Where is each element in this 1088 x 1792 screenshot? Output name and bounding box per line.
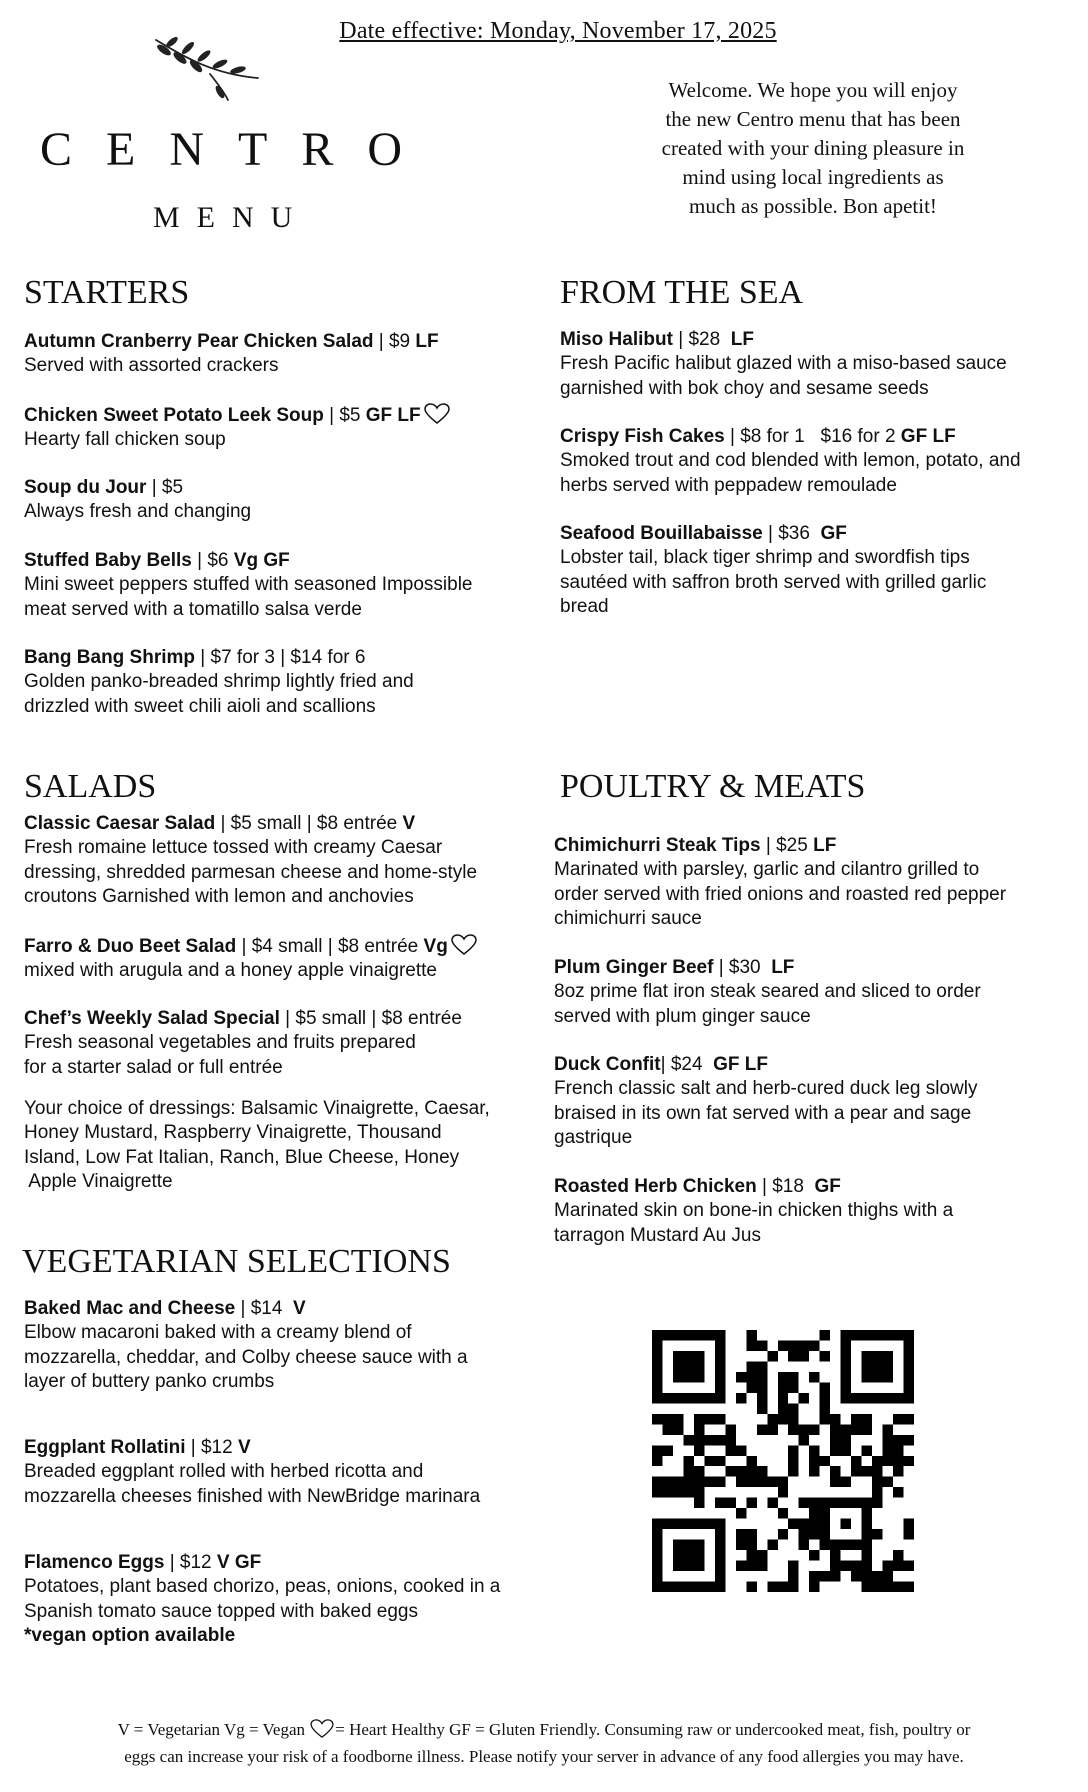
menu-item-name: Soup du Jour [24,477,147,498]
menu-item-header [24,646,544,670]
menu-item-price: | $12 [164,1552,217,1573]
menu-item-price: | $5 [323,405,366,426]
menu-item-name: Chimichurri Steak Tips [554,835,761,856]
section-title-vegetarian: VEGETARIAN SELECTIONS [22,1243,451,1280]
menu-item-name: Seafood Bouillabaisse [560,523,763,544]
menu-item-description: bread [560,595,609,617]
menu-item-price: | $12 [185,1437,238,1458]
menu-item [554,956,1074,1029]
menu-item-description: mozzarella, cheddar, and Colby cheese sauce with a [24,1346,468,1368]
menu-item-price: | $6 [191,550,234,571]
menu-item-description: Golden panko-breaded shrimp lightly fried and [24,671,414,693]
menu-item-description: croutons Garnished with lemon and anchovies [24,885,414,907]
menu-item [24,1007,544,1080]
brand-name: CENTRO [40,123,436,176]
dietary-tags: V [402,813,416,834]
menu-item-price: | $5 small | $8 entrée [215,813,403,834]
menu-item-description: braised in its own fat served with a pear and sage [554,1102,972,1124]
menu-item [24,934,544,984]
footer-line-2: eggs can increase your risk of a foodborne illness. Please notify your server in advance of any food allergies you may have. [124,1747,964,1766]
heart-icon [451,934,477,956]
disclaimer-text: = Heart Healthy GF = Gluten Friendly. Consuming raw or undercooked meat, fish, poultry or [335,1720,971,1739]
menu-item-name: Roasted Herb Chicken [554,1176,757,1197]
menu-item-header [24,934,544,959]
olive-branch-icon [150,34,260,104]
brand-subtitle: MENU [153,201,310,234]
menu-item-description: 8oz prime flat iron steak seared and sliced to order [554,981,981,1003]
dressing-line: Apple Vinaigrette [24,1170,173,1192]
menu-item [554,1175,1074,1248]
menu-item-header [24,1436,544,1460]
menu-item-name: Crispy Fish Cakes [560,426,725,447]
menu-item-description: Always fresh and changing [24,501,252,523]
menu-item [24,1551,544,1648]
menu-item-header [24,1007,544,1031]
menu-item-price: | $14 [235,1298,293,1319]
menu-item-price: | $28 [672,329,731,350]
menu-item-name: Plum Ginger Beef [554,957,714,978]
qr-code-icon[interactable] [652,1330,914,1592]
menu-item-price: | $4 small | $8 entrée [236,936,424,957]
dietary-tags: V [237,1437,251,1458]
dietary-tags: Vg [423,936,448,957]
menu-item-description: Fresh seasonal vegetables and fruits prepared [24,1032,416,1054]
welcome-line: created with your dining pleasure in [661,136,965,160]
menu-item [24,1297,544,1394]
welcome-message [618,76,1008,221]
menu-item-price: | $18 [756,1176,815,1197]
menu-item [554,834,1074,931]
menu-item-header [24,403,544,428]
menu-item-description: Marinated with parsley, garlic and cilantro grilled to [554,859,980,881]
menu-item-header [560,328,1080,352]
menu-item-name: Flamenco Eggs [24,1552,165,1573]
menu-item-description: tarragon Mustard Au Jus [554,1224,761,1246]
menu-item-header [24,1551,544,1575]
menu-item-description: gastrique [554,1126,633,1148]
dietary-tags: GF LF [365,405,421,426]
menu-item-description: Mini sweet peppers stuffed with seasoned Impossible [24,574,473,596]
menu-item [24,549,544,622]
menu-item-description: Potatoes, plant based chorizo, peas, onions, cooked in a [24,1576,501,1598]
section-title-salads: SALADS [24,768,157,805]
section-title-meats: POULTRY & MEATS [560,768,866,805]
menu-item-description: mixed with arugula and a honey apple vinaigrette [24,960,437,982]
menu-item-header [560,522,1080,546]
menu-item [560,425,1080,498]
menu-item-price: | $9 [373,331,416,352]
menu-item-description: drizzled with sweet chili aioli and scallions [24,695,376,717]
menu-item-name: Eggplant Rollatini [24,1437,186,1458]
menu-item-name: Autumn Cranberry Pear Chicken Salad [24,331,374,352]
dietary-tags: Vg GF [233,550,290,571]
menu-item-price: | $30 [713,957,772,978]
menu-item-header [24,812,544,836]
menu-item-header [554,834,1074,858]
dietary-tags: GF [820,523,847,544]
menu-item-description: Fresh romaine lettuce tossed with creamy Caesar [24,837,443,859]
date-effective: Date effective: Monday, November 17, 2025 [339,18,777,44]
menu-item-description: garnished with bok choy and sesame seeds [560,377,929,399]
menu-item-description: Hearty fall chicken soup [24,429,226,451]
section-title-starters: STARTERS [24,274,190,311]
menu-item-name: Chicken Sweet Potato Leek Soup [24,405,324,426]
welcome-line: Welcome. We hope you will enjoy [668,78,958,102]
menu-item [24,403,544,453]
menu-item-price: | $5 [146,477,184,498]
menu-item-description: herbs served with peppadew remoulade [560,474,897,496]
dressing-line: Your choice of dressings: Balsamic Vinaigrette, Caesar, [24,1098,490,1119]
dietary-tags: LF [771,957,795,978]
welcome-line: much as possible. Bon apetit! [689,194,937,218]
menu-item-description: served with plum ginger sauce [554,1005,811,1027]
menu-item-description: dressing, shredded parmesan cheese and home-style [24,861,478,883]
dietary-tags: GF LF [713,1054,768,1075]
menu-item-header [554,1175,1074,1199]
menu-item [24,812,544,909]
menu-item-header [554,956,1074,980]
legend-disclaimer [20,1716,1068,1770]
dietary-tags: V GF [216,1552,262,1573]
menu-item-description: Elbow macaroni baked with a creamy blend of [24,1322,412,1344]
dressing-line: Honey Mustard, Raspberry Vinaigrette, Thousand [24,1122,442,1144]
welcome-line: mind using local ingredients as [682,165,944,189]
menu-item-price: | $25 [760,835,814,856]
menu-item-description: mozzarella cheeses finished with NewBridge marinara [24,1485,481,1507]
dietary-tags: V [292,1298,306,1319]
menu-item-price: | $7 for 3 | $14 for 6 [195,647,366,668]
legend-text: V = Vegetarian Vg = Vegan [117,1720,310,1739]
menu-item-price: | $8 for 1 $16 for 2 [724,426,901,447]
menu-item-description: French classic salt and herb-cured duck leg slowly [554,1078,978,1100]
welcome-line: the new Centro menu that has been [665,107,961,131]
section-title-sea: FROM THE SEA [560,274,804,311]
menu-item [24,476,544,525]
menu-item-description: layer of buttery panko crumbs [24,1370,275,1392]
menu-item-header [24,330,544,354]
menu-item-name: Stuffed Baby Bells [24,550,192,571]
menu-item-name: Baked Mac and Cheese [24,1298,236,1319]
menu-item-name: Bang Bang Shrimp [24,647,196,668]
dietary-tags: GF [814,1176,841,1197]
menu-item-description: Marinated skin on bone-in chicken thighs with a [554,1200,954,1222]
menu-item-description: for a starter salad or full entrée [24,1056,283,1078]
menu-item [554,1053,1074,1150]
menu-item-name: Classic Caesar Salad [24,813,216,834]
menu-item [24,1436,544,1509]
menu-item-header [554,1053,1074,1077]
heart-icon [424,403,450,425]
menu-item-price: | $36 [762,523,821,544]
menu-item-description: Fresh Pacific halibut glazed with a miso-based sauce [560,353,1007,375]
menu-item-name: Farro & Duo Beet Salad [24,936,237,957]
menu-item-description: Smoked trout and cod blended with lemon, potato, and [560,450,1021,472]
menu-item-note: *vegan option available [24,1624,236,1646]
menu-item-name: Miso Halibut [560,329,673,350]
menu-item-description: Lobster tail, black tiger shrimp and swordfish tips [560,547,970,569]
menu-item-header [24,549,544,573]
dietary-tags: LF [730,329,754,350]
menu-item-description: meat served with a tomatillo salsa verde [24,598,362,620]
menu-item [560,328,1080,401]
menu-item-header [24,476,544,500]
menu-item-description: chimichurri sauce [554,907,702,929]
menu-item-description: Breaded eggplant rolled with herbed ricotta and [24,1461,424,1483]
footer-line-1 [20,1716,1068,1743]
menu-item-price: | $24 [660,1054,714,1075]
menu-item [560,522,1080,619]
menu-item-description: Spanish tomato sauce topped with baked eggs [24,1600,418,1622]
menu-item-name: Duck Confit [554,1054,661,1075]
dressing-list [24,1097,544,1194]
menu-item [24,330,544,379]
menu-item-header [24,1297,544,1321]
menu-item [24,646,544,719]
menu-item-description: order served with fried onions and roasted red pepper [554,883,1007,905]
heart-icon [309,1719,335,1739]
menu-item-name: Chef’s Weekly Salad Special [24,1008,280,1029]
dietary-tags: GF LF [900,426,956,447]
dietary-tags: LF [415,331,439,352]
menu-item-description: sautéed with saffron broth served with grilled garlic [560,571,987,593]
dressing-line: Island, Low Fat Italian, Ranch, Blue Cheese, Honey [24,1146,460,1168]
menu-item-description: Served with assorted crackers [24,355,279,377]
menu-item-price: | $5 small | $8 entrée [279,1008,462,1029]
menu-item-header [560,425,1080,449]
dietary-tags: LF [813,835,837,856]
